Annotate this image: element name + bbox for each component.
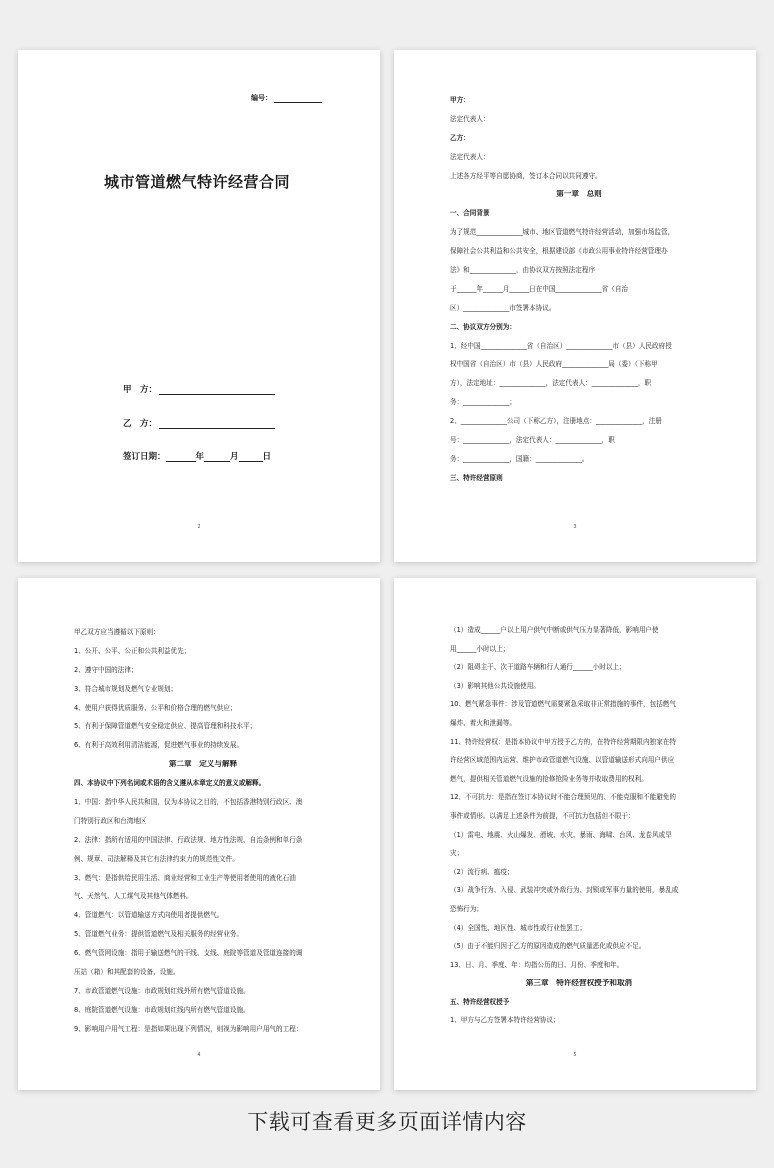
text-line: 务：______________； [450, 398, 516, 407]
text-line: 例、规章、司法解释及其它有法律约束力的规范性文件。 [74, 854, 239, 863]
text-line: （3）战争行为、入侵、武装冲突或外敌行为、封锁或军事力量的使用，暴乱或 [450, 886, 679, 895]
text-line: 法定代表人： [450, 114, 490, 123]
text-line: 灾； [450, 849, 464, 858]
page-number: 5 [573, 1052, 577, 1058]
party-a-field [123, 383, 275, 395]
section-heading: 一、合同背景 [450, 209, 490, 218]
text-line: 压站（箱）和其配套的设备、设施。 [74, 968, 180, 977]
contract-number-blank [274, 95, 322, 103]
text-line: （2）流行病、瘟疫； [450, 867, 514, 876]
text-line: 1、公开、公平、公正和公共利益优先； [74, 646, 191, 655]
text-line: （5）由于不能归因于乙方的原因造成的燃气质量恶化或供应不足。 [450, 942, 646, 951]
text-line: 上述各方经平等自愿协商，签订本合同以共同遵守。 [450, 171, 602, 180]
text-line: 2、遵守中国的法律； [74, 665, 138, 674]
party-b-blank [159, 419, 275, 429]
text-line: 4、使用户获得优质服务、公平和价格合理的燃气供应； [74, 703, 237, 712]
party-b-label: 乙 方： [123, 419, 158, 429]
text-line: 5、有利于保障管道燃气安全稳定供应、提高管理和科技水平； [74, 722, 257, 731]
text-line: 用______小时以上； [450, 644, 510, 653]
page-body [74, 628, 332, 1044]
page-number: 2 [197, 524, 201, 530]
contract-number-label: 编号： [251, 94, 272, 102]
text-line: 1、甲方与乙方签署本特许经营协议； [450, 1016, 560, 1025]
sign-date-field [123, 450, 271, 462]
party-b-field [123, 417, 275, 429]
text-line: 8、庭院管道燃气设施：市政规划红线内所有燃气管道设施。 [74, 1005, 250, 1014]
section-heading: 二、协议双方分别为： [450, 322, 516, 331]
page-4 [394, 578, 756, 1090]
text-line: 2、______________公司（下称乙方），注册地点：______________，注册 [450, 417, 662, 426]
chapter-heading: 第二章 定义与解释 [168, 760, 238, 769]
text-line: 号：______________，法定代表人：______________，职 [450, 436, 615, 445]
year-label: 年 [195, 452, 205, 462]
page-body [450, 96, 708, 493]
chapter-heading: 第三章 特许经营权授予和取消 [525, 979, 633, 988]
section-heading: 乙方： [450, 133, 470, 142]
text-line: 10、燃气紧急事件：涉及管道燃气需要紧急采取非正常措施的事件，包括燃气 [450, 700, 676, 709]
text-line: 区）______________市签署本协议。 [450, 303, 556, 312]
page-body [450, 626, 708, 1035]
section-heading: 三、特许经营原则 [450, 473, 503, 482]
text-line: 为了规范______________城市、地区管道燃气特许经营活动，加强市场监管， [450, 228, 675, 237]
text-line: 权中国省（自治区）市（县）人民政府______________局（委）（下称甲 [450, 360, 658, 369]
text-line: 12、不可抗力：是指在签订本协议时不能合理预见的、不能克服和不能避免的 [450, 793, 676, 802]
text-line: 4、管道燃气：以管道输送方式向使用者提供燃气。 [74, 911, 224, 920]
text-line: 爆炸、着火和泄漏等。 [450, 718, 516, 727]
text-line: 13、日、月、季度、年：均指公历的日、月份、季度和年。 [450, 960, 624, 969]
text-line: 事件或情形。以满足上述条件为前提，不可抗力包括但不限于： [450, 811, 635, 820]
text-line: （2）阻碍主干、次干道路车辆和行人通行______小时以上； [450, 663, 626, 672]
text-line: 法》和______________，由协议双方按照法定程序 [450, 266, 596, 275]
text-line: （1）造成______户以上用户供气中断或供气压力显著降低，影响用户使 [450, 626, 659, 634]
text-line: 7、市政管道燃气设施：市政规划红线外所有燃气管道设施。 [74, 986, 250, 995]
text-line: 恐怖行为； [450, 904, 483, 913]
page-cover [18, 50, 380, 562]
text-line: 气、天然气、人工煤气及其他气体燃料。 [74, 892, 193, 901]
contract-title: 城市管道燃气特许经营合同 [104, 173, 291, 191]
text-line: 6、燃气管网设施：指用于输送燃气的干线、支线、庭院等管道及管道连接的调 [74, 949, 303, 958]
sign-date-label: 签订日期： [123, 452, 166, 462]
page-number: 4 [197, 1052, 201, 1058]
text-line: （4）全国性、地区性、城市性或行业性罢工； [450, 923, 587, 932]
section-heading: 甲方： [450, 96, 470, 104]
text-line: 5、管道燃气业务：提供管道燃气及相关服务的经营业务。 [74, 930, 244, 939]
text-line: （1）雷电、地震、火山爆发、滑坡、水灾、暴雨、海啸、台风、龙卷风或旱 [450, 830, 672, 839]
text-line: 6、有利于高效利用清洁能源，促进燃气事业的持续发展。 [74, 741, 244, 750]
page-number: 3 [573, 524, 577, 530]
page-2 [394, 50, 756, 562]
text-line: 3、符合城市规划及燃气专业规划； [74, 684, 178, 693]
party-a-blank [159, 385, 275, 395]
text-line: 许经营区域范围内运营、维护市政管道燃气设施、以管道输送形式向用户供应 [450, 756, 675, 765]
page-3 [18, 578, 380, 1090]
text-line: 3、燃气：是指供给民用生活、商业经营和工业生产等使用者使用的液化石油 [74, 873, 296, 882]
text-line: 法定代表人： [450, 152, 490, 161]
text-line: 9、影响用户用气工程：是指如果出现下列情况，则视为影响用户用气的工程： [74, 1024, 303, 1033]
download-more-prompt: 下载可查看更多页面详情内容 [247, 1110, 527, 1134]
text-line: 2、法律：指所有适用的中国法律、行政法规、地方性法规、自治条例和单行条 [74, 835, 303, 844]
text-line: 1、经中国______________省（自治区）______________市（县）人民政府授 [450, 341, 672, 350]
day-label: 日 [262, 452, 272, 462]
text-line: 1、中国：指中华人民共和国，仅为本协议之目的，不包括香港特别行政区、澳 [74, 798, 303, 807]
month-label: 月 [230, 452, 239, 462]
text-line: 甲乙双方应当遵循以下原则： [74, 628, 160, 636]
section-heading: 五、特许经营权授予 [450, 997, 510, 1006]
text-line: 方），法定地址：______________，法定代表人：______________，职 [450, 379, 652, 388]
month-blank [204, 452, 230, 462]
text-line: （3）影响其他公共设施使用。 [450, 681, 540, 690]
chapter-heading: 第一章 总则 [556, 190, 602, 199]
section-heading: 四、本协议中下列名词或术语的含义遵从本章定义的意义或解释。 [74, 779, 266, 788]
text-line: 保障社会公共利益和公共安全，根据建设部《市政公用事业特许经营管理办 [450, 247, 668, 256]
contract-number-field [251, 93, 322, 103]
text-line: 于______年______月______日在中国______________省（自治 [450, 284, 629, 293]
party-a-label: 甲 方： [123, 385, 158, 395]
year-blank [166, 452, 196, 462]
day-blank [239, 452, 263, 462]
text-line: 门特别行政区和台湾地区 [74, 816, 147, 825]
text-line: 务：______________，国籍：______________。 [450, 454, 589, 463]
text-line: 燃气，提供相关管道燃气设施的抢修抢险业务等并收取费用的权利。 [450, 774, 648, 783]
text-line: 11、特许经营权：是指本协议中甲方授予乙方的，在特许经营期限内独家在特 [450, 737, 676, 746]
